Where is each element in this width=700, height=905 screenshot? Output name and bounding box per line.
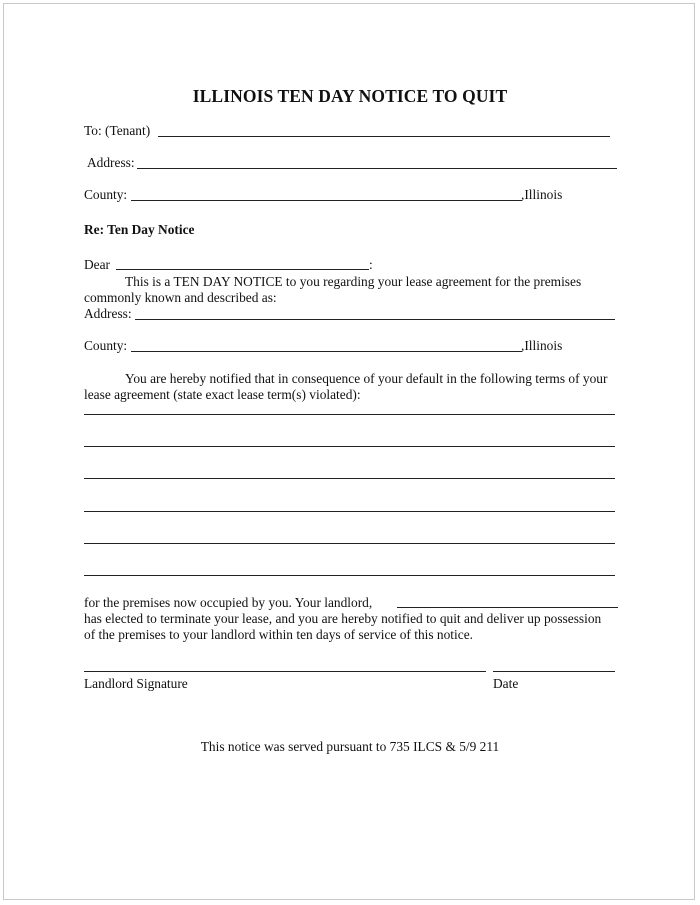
premises-county-state-suffix: ,Illinois	[521, 338, 563, 353]
violated-terms-line-3[interactable]	[84, 478, 615, 479]
tenant-address-field[interactable]	[137, 168, 617, 169]
landlord-signature-field[interactable]	[84, 671, 486, 672]
violated-terms-line-5[interactable]	[84, 543, 615, 544]
notice-body-line-1: This is a TEN DAY NOTICE to you regarding your lease agreement for the premises	[125, 274, 582, 289]
closing-line-3: of the premises to your landlord within ten days of service of this notice.	[84, 627, 473, 642]
county-state-suffix: ,Illinois	[521, 187, 563, 202]
premises-county-field[interactable]	[131, 351, 522, 352]
dear-name-field[interactable]	[116, 269, 369, 270]
county-label: County:	[84, 187, 128, 202]
premises-address-label: Address:	[84, 306, 132, 321]
default-notice-line-1: You are hereby notified that in consequence of your default in the following terms of your	[125, 371, 608, 386]
violated-terms-line-4[interactable]	[84, 511, 615, 512]
premises-county-label: County:	[84, 338, 128, 353]
dear-label: Dear	[84, 257, 111, 272]
re-heading: Re: Ten Day Notice	[84, 222, 195, 237]
closing-line-1: for the premises now occupied by you. Your landlord,	[84, 595, 373, 610]
date-field[interactable]	[493, 671, 615, 672]
date-label: Date	[493, 676, 519, 691]
dear-colon: :	[369, 257, 373, 272]
premises-address-field[interactable]	[135, 319, 615, 320]
violated-terms-line-2[interactable]	[84, 446, 615, 447]
violated-terms-line-1[interactable]	[84, 414, 615, 415]
address-label: Address:	[87, 155, 135, 170]
default-notice-line-2: lease agreement (state exact lease term(s) violated):	[84, 387, 361, 402]
tenant-county-field[interactable]	[131, 200, 522, 201]
statute-footer: This notice was served pursuant to 735 ILCS & 5/9 211	[200, 739, 500, 754]
tenant-label: To: (Tenant)	[84, 123, 151, 138]
notice-body-line-2: commonly known and described as:	[84, 290, 277, 305]
landlord-name-field[interactable]	[397, 607, 618, 608]
closing-line-2: has elected to terminate your lease, and you are hereby notified to quit and deliver up possession	[84, 611, 602, 626]
signature-label: Landlord Signature	[84, 676, 188, 691]
tenant-name-field[interactable]	[158, 136, 610, 137]
violated-terms-line-6[interactable]	[84, 575, 615, 576]
document-title: ILLINOIS TEN DAY NOTICE TO QUIT	[192, 86, 508, 106]
